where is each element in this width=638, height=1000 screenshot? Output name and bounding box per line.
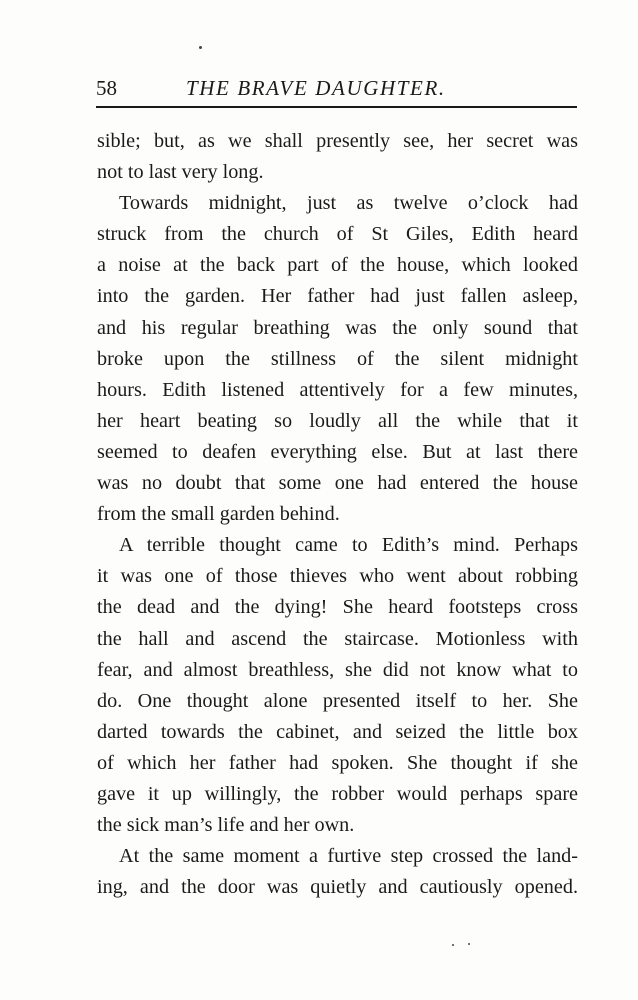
text-line: At the same moment a furtive step crossed the land- xyxy=(119,845,578,868)
text-line: gave it up willingly, the robber would perhaps spare xyxy=(97,782,578,805)
header-rule xyxy=(96,106,577,108)
text-line: seemed to deafen everything else. But at last there xyxy=(97,440,578,463)
print-speck xyxy=(199,46,202,49)
print-speck xyxy=(452,944,454,946)
text-line: of which her father had spoken. She thought if she xyxy=(97,751,578,774)
text-line: sible; but, as we shall presently see, her secret was xyxy=(97,130,578,152)
text-line: her heart beating so loudly all the while that it xyxy=(97,409,578,432)
text-line: broke upon the stillness of the silent midnight xyxy=(97,347,578,370)
text-line: A terrible thought came to Edith’s mind. Perhaps xyxy=(119,534,578,557)
text-line: struck from the church of St Giles, Edith heard xyxy=(97,223,578,246)
text-line: Towards midnight, just as twelve o’clock had xyxy=(119,192,578,215)
text-line: and his regular breathing was the only sound that xyxy=(97,316,578,339)
text-line: into the garden. Her father had just fallen asleep, xyxy=(97,285,578,308)
text-line: the hall and ascend the staircase. Motionless with xyxy=(97,627,578,650)
text-line: darted towards the cabinet, and seized the little box xyxy=(97,720,578,743)
page-header xyxy=(96,74,578,104)
text-line: do. One thought alone presented itself to her. She xyxy=(97,689,578,712)
text-line: the sick man’s life and her own. xyxy=(97,814,355,837)
text-line: the dead and the dying! She heard footsteps cross xyxy=(97,596,578,619)
text-line: from the small garden behind. xyxy=(97,503,340,526)
text-line: ing, and the door was quietly and cautiously opened. xyxy=(97,876,578,899)
text-line: a noise at the back part of the house, which looked xyxy=(97,254,578,277)
body-text xyxy=(97,126,578,903)
text-line: it was one of those thieves who went about robbing xyxy=(97,565,578,588)
print-speck xyxy=(468,943,470,945)
text-line: hours. Edith listened attentively for a few minutes, xyxy=(97,378,578,401)
running-title: THE BRAVE DAUGHTER. xyxy=(186,76,446,100)
text-line: not to last very long. xyxy=(97,161,264,184)
text-line: was no doubt that some one had entered the house xyxy=(97,472,578,495)
text-line: fear, and almost breathless, she did not know what to xyxy=(97,658,578,681)
page-number: 58 xyxy=(96,76,117,100)
